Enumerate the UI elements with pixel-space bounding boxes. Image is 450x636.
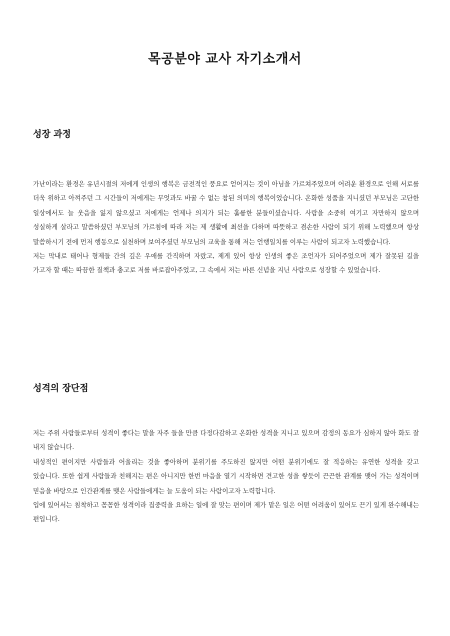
paragraph: 내성적인 편이지만 사람들과 어울리는 것을 좋아하며 분위기를 주도하진 않지만 어떤 분위기에도 잘 적응하는 유연한 성격을 갖고 있습니다. 또한 쉽게 사람들과 친해지는 편은 아니지만 한번 마음을 열기 시작하면 견고한 성을 쌓듯이 끈끈한 관계를 맺어 가는 성격이며 믿음을 바탕으로 인간관계를 맺은 사람들에게는 늘 도움이 되는 사람이고자 노력합니다. (33, 457, 419, 495)
section-heading-growth: 성장 과정 (33, 130, 71, 140)
section-heading-personality: 성격의 장단점 (33, 384, 89, 394)
paragraph: 가난이라는 환경은 유년시절의 저에게 인생의 행복은 금전적인 풍요로 얻어지는 것이 아님을 가르쳐주었으며 어려운 환경으로 인해 서로를 더욱 위하고 아껴주던 그 시간들이 저에게는 무엇과도 바꿀 수 없는 참된 의미의 행복이었습니다. 온화한 성품을 지니셨던 부모님은 고단한 일상에서도 늘 웃음을 잃지 않으셨고 저에게는 언제나 의지가 되는 훌륭한 분들이셨습니다. 사람을 소중히 여기고 자만하지 않으며 성실하게 살라고 말씀하셨던 부모님의 가르침에 따라 저는 제 생활에 최선을 다하며 따뜻하고 겸손한 사람이 되기 위해 노력했으며 항상 말씀하시기 전에 먼저 행동으로 실천하며 보여주셨던 부모님의 교육을 통해 저는 언행일치를 이루는 사람이 되고자 노력했습니다. (33, 180, 419, 246)
section-body-growth (33, 177, 419, 278)
section-body-personality (33, 426, 419, 527)
paragraph: 저는 막내로 태어나 형제들 간의 깊은 우애를 간직하며 자랐고, 제게 있어 항상 인생의 좋은 조언자가 되어주었으며 제가 잘못된 길을 가고자 할 때는 따끔한 질책과 충고로 저를 바로잡아주었고, 그 속에서 저는 바른 신념을 지닌 사람으로 성장할 수 있었습니다. (33, 252, 419, 275)
document-title: 목공분야 교사 자기소개서 (148, 52, 302, 67)
paragraph: 입에 있어서는 침착하고 꼼꼼한 성격이라 집중력을 요하는 일에 잘 맞는 편이며 제가 맡은 일은 어떤 어려움이 있어도 끈기 있게 완수해내는 편입니다. (33, 501, 419, 524)
paragraph: 저는 주위 사람들로부터 성격이 좋다는 말을 자주 들을 만큼 다정다감하고 온화한 성격을 지니고 있으며 감정의 동요가 심하지 않아 화도 잘 내지 않습니다. (33, 429, 419, 452)
